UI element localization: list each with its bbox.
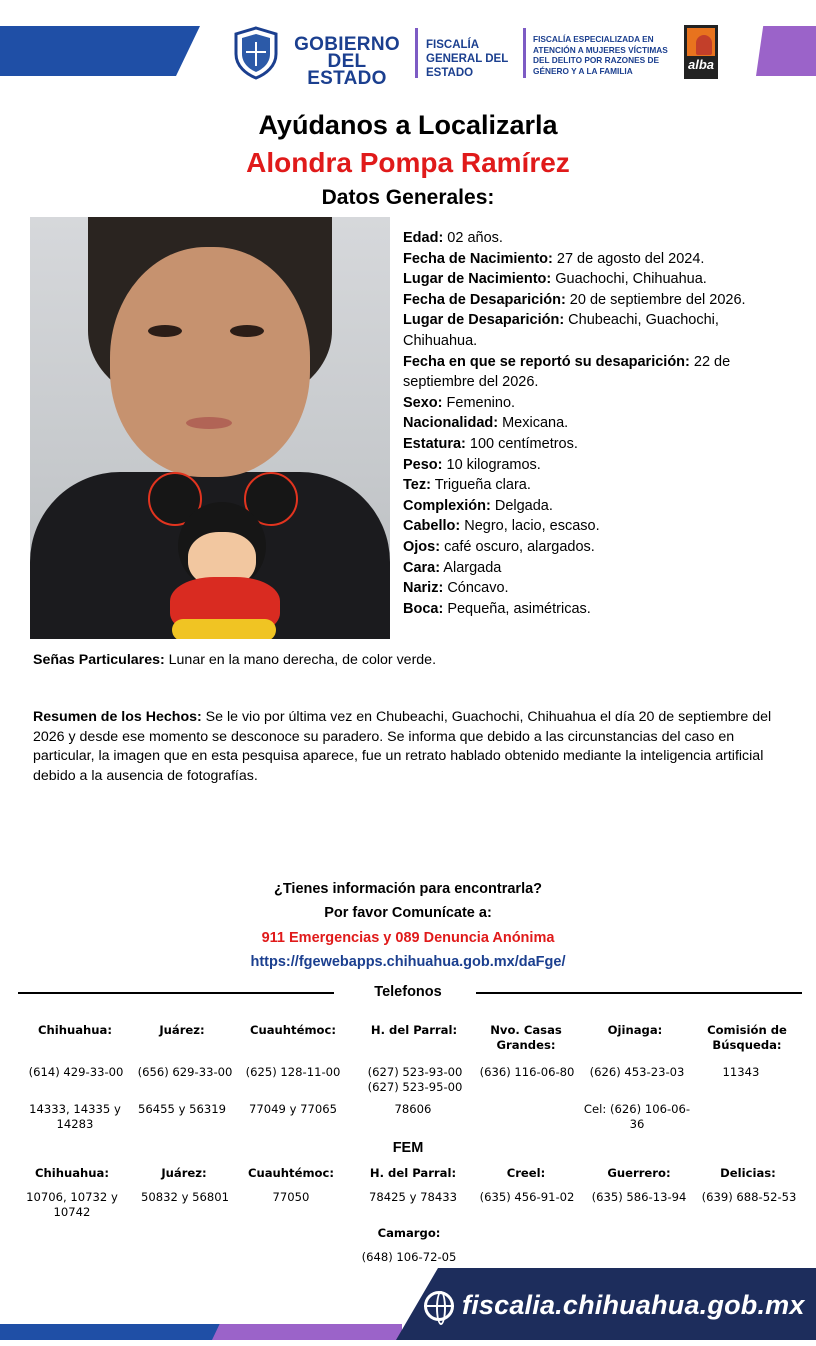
tel-extension: 14333, 14335 y 14283 (29, 1102, 121, 1131)
details-list (403, 228, 793, 619)
detail-row: Ojos: café oscuro, alargados. (403, 538, 595, 555)
fem-number: 50832 y 56801 (141, 1190, 229, 1204)
detail-row: Boca: Pequeña, asimétricas. (403, 600, 591, 617)
fem-head: Cuauhtémoc: (247, 1166, 335, 1180)
footer-website-link[interactable]: fiscalia.chihuahua.gob.mx (462, 1290, 805, 1320)
headline: Ayúdanos a Localizarla (258, 110, 558, 140)
telefonos-title: Telefonos (374, 984, 442, 1000)
globe-icon (424, 1291, 454, 1321)
tel-head: Comisión de Búsqueda: (707, 1023, 787, 1052)
fem-number: 78425 y 78433 (369, 1190, 457, 1204)
tel-head: Nvo. Casas Grandes: (490, 1023, 562, 1052)
section-title: Datos Generales: (321, 186, 495, 209)
fem-head: Camargo: (377, 1226, 441, 1240)
state-shield-icon (232, 26, 280, 80)
fem-number: (639) 688-52-53 (701, 1190, 797, 1204)
tel-number: (656) 629-33-00 (137, 1065, 233, 1079)
detail-row: Tez: Trigueña clara. (403, 477, 531, 494)
tel-number: (626) 453-23-03 (589, 1065, 685, 1079)
fem-title: FEM (392, 1140, 424, 1156)
detail-row: Complexión: Delgada. (403, 497, 553, 514)
tel-extension: 77049 y 77065 (249, 1102, 337, 1116)
tel-number: (625) 128-11-00 (245, 1065, 341, 1079)
fem-head: Chihuahua: (34, 1166, 110, 1180)
detail-row: Lugar de Desaparición: Chubeachi, Guachochi, Chihuahua. (403, 312, 719, 349)
detail-row: Fecha en que se reportó su desaparición: 22 de septiembre del 2026. (403, 353, 731, 391)
detail-row: Lugar de Nacimiento: Guachochi, Chihuahua. (403, 271, 707, 288)
tel-number: (614) 429-33-00 (28, 1065, 124, 1079)
resumen-hechos: Resumen de los Hechos: Se le vio por última vez en Chubeachi, Guachochi, Chihuahua el día 20 de septiembre del 2026 y desde ese momento se desconoce su paradero. Se informa que debido a las circunstancias del caso en particular, la imagen que en esta pesquisa aparece, fue un retrato hablado obtenido mediante la inteligencia artificial debido a la ausencia de fotografías. (33, 709, 772, 784)
detail-row: Peso: 10 kilogramos. (403, 456, 541, 473)
tel-head: H. del Parral: (370, 1023, 458, 1037)
emergency-numbers: 911 Emergencias y 089 Denuncia Anónima (261, 930, 555, 946)
fem-number: (648) 106-72-05 (361, 1250, 457, 1264)
detail-row: Sexo: Femenino. (403, 394, 516, 411)
header-divider (523, 28, 526, 78)
tel-number: (636) 116-06-80 (479, 1065, 575, 1079)
tel-extension: 56455 y 56319 (138, 1102, 226, 1116)
fem-number: (635) 586-13-94 (591, 1190, 687, 1204)
footer-purple-bar (212, 1324, 402, 1340)
tel-head: Chihuahua: (37, 1023, 113, 1037)
fiscalia-general-text: FISCALÍA GENERAL DEL ESTADO (426, 39, 509, 79)
header-purple-bar (756, 26, 816, 76)
fem-number: (635) 456-91-02 (479, 1190, 575, 1204)
fem-head: H. del Parral: (369, 1166, 457, 1180)
fem-number: 10706, 10732 y 10742 (26, 1190, 118, 1219)
person-photo (30, 217, 390, 639)
person-name: Alondra Pompa Ramírez (246, 147, 570, 178)
fem-number: 77050 (272, 1190, 310, 1204)
footer-blue-bar (0, 1324, 222, 1340)
tel-extension: Cel: (626) 106-06-36 (583, 1102, 691, 1131)
contact-question: ¿Tienes información para encontrarla? (273, 881, 543, 897)
report-link[interactable]: https://fgewebapps.chihuahua.gob.mx/daFge/ (250, 954, 566, 970)
detail-row: Fecha de Nacimiento: 27 de agosto del 2024. (403, 250, 705, 267)
detail-row: Edad: 02 años. (403, 230, 503, 246)
tel-head: Cuauhtémoc: (249, 1023, 337, 1037)
tel-number: 11343 (722, 1065, 760, 1079)
fem-head: Delicias: (720, 1166, 776, 1180)
tel-extension: 78606 (394, 1102, 432, 1116)
contact-call-to-action: Por favor Comunícate a: (324, 905, 492, 921)
gobierno-logo-text: GOBIERNO DEL ESTADO (294, 34, 400, 89)
tel-head: Juárez: (159, 1023, 205, 1037)
detail-row: Nacionalidad: Mexicana. (403, 415, 569, 432)
detail-row: Cabello: Negro, lacio, escaso. (403, 518, 600, 535)
senas-particulares: Señas Particulares: Lunar en la mano derecha, de color verde. (33, 652, 437, 668)
fiscalia-especializada-text: FISCALÍA ESPECIALIZADA EN ATENCIÓN A MUJERES VÍCTIMAS DEL DELITO POR RAZONES DE GÉNERO Y A LA FAMILIA (533, 34, 668, 76)
detail-row: Cara: Alargada (403, 559, 502, 576)
detail-row: Estatura: 100 centímetros. (403, 435, 578, 452)
header-blue-bar (0, 26, 200, 76)
alba-logo: alba (684, 25, 718, 79)
fem-head: Juárez: (161, 1166, 207, 1180)
fem-head: Guerrero: (607, 1166, 671, 1180)
header-divider (415, 28, 418, 78)
tel-head: Ojinaga: (607, 1023, 663, 1037)
fem-head: Creel: (506, 1166, 546, 1180)
detail-row: Fecha de Desaparición: 20 de septiembre del 2026. (403, 291, 746, 308)
tel-number: (627) 523-93-00 (627) 523-95-00 (367, 1065, 463, 1094)
detail-row: Nariz: Cóncavo. (403, 580, 509, 597)
